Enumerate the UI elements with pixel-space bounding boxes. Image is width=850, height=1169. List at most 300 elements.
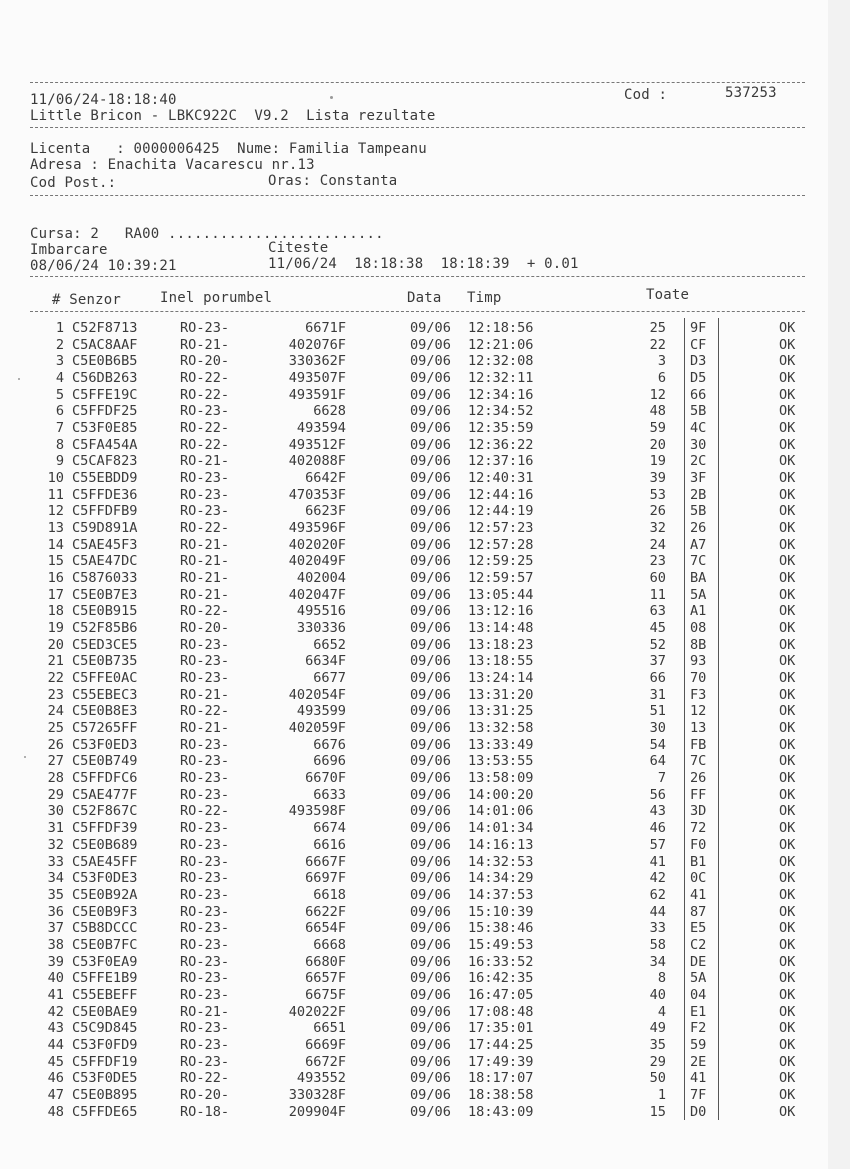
ring-prefix: RO-22- — [180, 370, 230, 387]
arrival-date: 09/06 — [410, 1053, 451, 1070]
check-code: 7C — [690, 753, 707, 770]
ring-number: 493552 — [296, 1070, 346, 1087]
table-row — [0, 787, 850, 804]
table-row — [0, 587, 850, 604]
status-ok: OK — [779, 953, 796, 970]
arrival-time: 13:32:58 — [468, 720, 534, 737]
row-number: 40 — [47, 970, 64, 987]
status-ok: OK — [779, 620, 796, 637]
separator-line — [30, 311, 805, 312]
sensor-id: C5FFE1B9 — [72, 970, 138, 987]
row-number: 26 — [47, 736, 64, 753]
row-number: 11 — [47, 486, 64, 503]
arrival-date: 09/06 — [410, 1070, 451, 1087]
ring-number: 6616 — [313, 836, 346, 853]
check-code: 5B — [690, 403, 707, 420]
check-code: F3 — [690, 686, 707, 703]
arrival-time: 14:37:53 — [468, 886, 534, 903]
table-row — [0, 803, 850, 820]
table-row — [0, 870, 850, 887]
table-row — [0, 720, 850, 737]
toate-rank: 33 — [649, 920, 666, 937]
ring-prefix: RO-20- — [180, 353, 230, 370]
arrival-date: 09/06 — [410, 736, 451, 753]
row-number: 2 — [55, 336, 64, 353]
sensor-id: C53F0DE5 — [72, 1070, 138, 1087]
ring-prefix: RO-23- — [180, 503, 230, 520]
ring-number: 6674 — [313, 820, 346, 837]
table-row — [0, 820, 850, 837]
arrival-date: 09/06 — [410, 420, 451, 437]
ring-prefix: RO-22- — [180, 603, 230, 620]
row-number: 18 — [47, 603, 64, 620]
check-code: 7F — [690, 1086, 707, 1103]
status-ok: OK — [779, 470, 796, 487]
ring-prefix: RO-23- — [180, 820, 230, 837]
arrival-date: 09/06 — [410, 653, 451, 670]
arrival-time: 13:24:14 — [468, 670, 534, 687]
arrival-time: 12:36:22 — [468, 436, 534, 453]
status-ok: OK — [779, 636, 796, 653]
arrival-date: 09/06 — [410, 853, 451, 870]
table-row — [0, 653, 850, 670]
sensor-id: C5B8DCCC — [72, 920, 138, 937]
toate-rank: 3 — [657, 353, 666, 370]
arrival-date: 09/06 — [410, 403, 451, 420]
status-ok: OK — [779, 403, 796, 420]
sensor-id: C5FFDE65 — [72, 1103, 138, 1120]
arrival-date: 09/06 — [410, 920, 451, 937]
sensor-id: C5E0B7FC — [72, 936, 138, 953]
table-row — [0, 937, 850, 954]
ring-number: 6672F — [305, 1053, 346, 1070]
check-code: B1 — [690, 853, 707, 870]
table-row — [0, 537, 850, 554]
arrival-time: 14:01:06 — [468, 803, 534, 820]
ring-prefix: RO-23- — [180, 653, 230, 670]
sensor-id: C5AE45F3 — [72, 536, 138, 553]
check-code: BA — [690, 570, 707, 587]
sensor-id: C53F0ED3 — [72, 736, 138, 753]
check-code: 41 — [690, 886, 707, 903]
arrival-date: 09/06 — [410, 320, 451, 336]
ring-prefix: RO-23- — [180, 886, 230, 903]
ring-number: 6670F — [305, 770, 346, 787]
ring-number: 6671F — [305, 320, 346, 336]
status-ok: OK — [779, 1086, 796, 1103]
status-ok: OK — [779, 970, 796, 987]
arrival-date: 09/06 — [410, 553, 451, 570]
table-row — [0, 837, 850, 854]
toate-rank: 52 — [649, 636, 666, 653]
table-row — [0, 737, 850, 754]
arrival-time: 14:16:13 — [468, 836, 534, 853]
ring-number: 402004 — [296, 570, 346, 587]
ring-prefix: RO-23- — [180, 320, 230, 336]
toate-rank: 8 — [657, 970, 666, 987]
sensor-id: C5FFDF19 — [72, 1053, 138, 1070]
arrival-time: 14:34:29 — [468, 870, 534, 887]
arrival-date: 09/06 — [410, 836, 451, 853]
sensor-id: C5ED3CE5 — [72, 636, 138, 653]
ring-prefix: RO-23- — [180, 636, 230, 653]
ring-prefix: RO-23- — [180, 986, 230, 1003]
sensor-id: C5AE477F — [72, 786, 138, 803]
table-row — [0, 470, 850, 487]
check-code: 8B — [690, 636, 707, 653]
row-number: 48 — [47, 1103, 64, 1120]
cursa-line: Cursa: 2 RA00 ......................... — [30, 226, 384, 242]
arrival-time: 12:57:23 — [468, 520, 534, 537]
paper-speck — [24, 756, 26, 758]
ring-prefix: RO-23- — [180, 870, 230, 887]
ring-number: 402022F — [288, 1003, 346, 1020]
arrival-time: 15:10:39 — [468, 903, 534, 920]
check-code: A1 — [690, 603, 707, 620]
ring-number: 6618 — [313, 886, 346, 903]
arrival-date: 09/06 — [410, 453, 451, 470]
row-number: 19 — [47, 620, 64, 637]
ring-prefix: RO-18- — [180, 1103, 230, 1120]
arrival-date: 09/06 — [410, 336, 451, 353]
sensor-id: C5E0B9F3 — [72, 903, 138, 920]
toate-rank: 6 — [657, 370, 666, 387]
check-code: 04 — [690, 986, 707, 1003]
ring-number: 6652 — [313, 636, 346, 653]
arrival-time: 13:14:48 — [468, 620, 534, 637]
ring-prefix: RO-23- — [180, 936, 230, 953]
table-row — [0, 670, 850, 687]
table-row — [0, 1070, 850, 1087]
row-number: 44 — [47, 1036, 64, 1053]
status-ok: OK — [779, 653, 796, 670]
check-code: 5B — [690, 503, 707, 520]
status-ok: OK — [779, 853, 796, 870]
toate-rank: 50 — [649, 1070, 666, 1087]
ring-prefix: RO-23- — [180, 1053, 230, 1070]
table-row — [0, 603, 850, 620]
table-row — [0, 337, 850, 354]
toate-rank: 7 — [657, 770, 666, 787]
sensor-id: C5FFE0AC — [72, 670, 138, 687]
row-number: 1 — [55, 320, 64, 336]
row-number: 10 — [47, 470, 64, 487]
row-number: 21 — [47, 653, 64, 670]
ring-prefix: RO-22- — [180, 703, 230, 720]
arrival-date: 09/06 — [410, 803, 451, 820]
check-code: E1 — [690, 1003, 707, 1020]
check-code: FB — [690, 736, 707, 753]
status-ok: OK — [779, 536, 796, 553]
arrival-time: 16:42:35 — [468, 970, 534, 987]
arrival-time: 12:59:57 — [468, 570, 534, 587]
ring-number: 6642F — [305, 470, 346, 487]
row-number: 8 — [55, 436, 64, 453]
row-number: 24 — [47, 703, 64, 720]
ring-number: 402088F — [288, 453, 346, 470]
arrival-time: 13:12:16 — [468, 603, 534, 620]
status-ok: OK — [779, 986, 796, 1003]
arrival-time: 12:59:25 — [468, 553, 534, 570]
check-code: 3D — [690, 803, 707, 820]
ring-number: 6675F — [305, 986, 346, 1003]
status-ok: OK — [779, 320, 796, 336]
arrival-time: 12:40:31 — [468, 470, 534, 487]
arrival-time: 12:57:28 — [468, 536, 534, 553]
ring-number: 402020F — [288, 536, 346, 553]
arrival-time: 13:53:55 — [468, 753, 534, 770]
status-ok: OK — [779, 720, 796, 737]
arrival-date: 09/06 — [410, 486, 451, 503]
table-row — [0, 1087, 850, 1104]
toate-rank: 58 — [649, 936, 666, 953]
sensor-id: C5E0B7E3 — [72, 586, 138, 603]
check-code: 08 — [690, 620, 707, 637]
table-row — [0, 987, 850, 1004]
status-ok: OK — [779, 420, 796, 437]
ring-prefix: RO-22- — [180, 803, 230, 820]
row-number: 29 — [47, 786, 64, 803]
sensor-id: C5E0B689 — [72, 836, 138, 853]
ring-number: 402076F — [288, 336, 346, 353]
status-ok: OK — [779, 686, 796, 703]
arrival-time: 17:08:48 — [468, 1003, 534, 1020]
sensor-id: C5E0B895 — [72, 1086, 138, 1103]
column-header-toate: Toate — [646, 287, 690, 303]
row-number: 28 — [47, 770, 64, 787]
arrival-date: 09/06 — [410, 1103, 451, 1120]
column-header-ring: Inel porumbel — [160, 290, 273, 306]
table-row — [0, 403, 850, 420]
arrival-time: 12:18:56 — [468, 320, 534, 336]
ring-number: 6676 — [313, 736, 346, 753]
arrival-time: 13:05:44 — [468, 586, 534, 603]
toate-rank: 34 — [649, 953, 666, 970]
table-row — [0, 453, 850, 470]
arrival-date: 09/06 — [410, 536, 451, 553]
ring-prefix: RO-21- — [180, 536, 230, 553]
arrival-time: 13:31:25 — [468, 703, 534, 720]
ring-number: 6623F — [305, 503, 346, 520]
arrival-date: 09/06 — [410, 386, 451, 403]
table-row — [0, 637, 850, 654]
toate-rank: 48 — [649, 403, 666, 420]
sensor-id: C53F0EA9 — [72, 953, 138, 970]
sensor-id: C5E0B915 — [72, 603, 138, 620]
toate-rank: 25 — [649, 320, 666, 336]
row-number: 34 — [47, 870, 64, 887]
sensor-id: C52F867C — [72, 803, 138, 820]
ring-prefix: RO-23- — [180, 1020, 230, 1037]
cod-post-label: Cod Post.: — [30, 175, 117, 191]
arrival-time: 16:47:05 — [468, 986, 534, 1003]
ring-number: 6633 — [313, 786, 346, 803]
status-ok: OK — [779, 553, 796, 570]
row-number: 13 — [47, 520, 64, 537]
ring-prefix: RO-22- — [180, 420, 230, 437]
row-number: 25 — [47, 720, 64, 737]
sensor-id: C52F8713 — [72, 320, 138, 336]
paper-speck — [18, 378, 20, 380]
status-ok: OK — [779, 1070, 796, 1087]
toate-rank: 57 — [649, 836, 666, 853]
row-number: 36 — [47, 903, 64, 920]
arrival-date: 09/06 — [410, 520, 451, 537]
table-row — [0, 753, 850, 770]
ring-prefix: RO-23- — [180, 920, 230, 937]
cod-label: Cod : — [624, 87, 668, 103]
table-row — [0, 553, 850, 570]
ring-number: 402059F — [288, 720, 346, 737]
sensor-id: C5876033 — [72, 570, 138, 587]
ring-prefix: RO-23- — [180, 670, 230, 687]
ring-prefix: RO-23- — [180, 403, 230, 420]
ring-number: 6667F — [305, 853, 346, 870]
ring-number: 6680F — [305, 953, 346, 970]
arrival-time: 16:33:52 — [468, 953, 534, 970]
toate-rank: 53 — [649, 486, 666, 503]
row-number: 35 — [47, 886, 64, 903]
sensor-id: C59D891A — [72, 520, 138, 537]
status-ok: OK — [779, 703, 796, 720]
toate-rank: 4 — [657, 1003, 666, 1020]
toate-rank: 45 — [649, 620, 666, 637]
table-row — [0, 320, 850, 337]
row-number: 27 — [47, 753, 64, 770]
sensor-id: C5FFDF39 — [72, 820, 138, 837]
ring-prefix: RO-21- — [180, 686, 230, 703]
print-datetime: 11/06/24-18:18:40 — [30, 92, 177, 108]
arrival-time: 12:32:08 — [468, 353, 534, 370]
arrival-date: 09/06 — [410, 953, 451, 970]
check-code: 5A — [690, 970, 707, 987]
arrival-date: 09/06 — [410, 903, 451, 920]
arrival-time: 12:44:19 — [468, 503, 534, 520]
table-row — [0, 954, 850, 971]
toate-rank: 1 — [657, 1086, 666, 1103]
row-number: 15 — [47, 553, 64, 570]
row-number: 17 — [47, 586, 64, 603]
arrival-date: 09/06 — [410, 503, 451, 520]
table-row — [0, 620, 850, 637]
ring-prefix: RO-23- — [180, 953, 230, 970]
ring-prefix: RO-23- — [180, 1036, 230, 1053]
table-row — [0, 854, 850, 871]
table-row — [0, 1037, 850, 1054]
ring-number: 330336 — [296, 620, 346, 637]
toate-rank: 66 — [649, 670, 666, 687]
arrival-date: 09/06 — [410, 703, 451, 720]
check-code: 3F — [690, 470, 707, 487]
toate-rank: 12 — [649, 386, 666, 403]
oras-line: Oras: Constanta — [268, 173, 398, 189]
arrival-date: 09/06 — [410, 636, 451, 653]
sensor-id: C5AC8AAF — [72, 336, 138, 353]
arrival-time: 17:35:01 — [468, 1020, 534, 1037]
arrival-date: 09/06 — [410, 686, 451, 703]
arrival-date: 09/06 — [410, 370, 451, 387]
arrival-time: 12:37:16 — [468, 453, 534, 470]
row-number: 38 — [47, 936, 64, 953]
status-ok: OK — [779, 336, 796, 353]
arrival-time: 15:49:53 — [468, 936, 534, 953]
imbarcare-value: 08/06/24 10:39:21 — [30, 258, 177, 274]
column-header-date: Data — [407, 290, 442, 306]
separator-line — [30, 276, 805, 277]
separator-line — [30, 82, 805, 83]
ring-number: 330362F — [288, 353, 346, 370]
status-ok: OK — [779, 503, 796, 520]
status-ok: OK — [779, 836, 796, 853]
paper-speck — [330, 96, 333, 99]
row-number: 42 — [47, 1003, 64, 1020]
arrival-time: 13:18:23 — [468, 636, 534, 653]
arrival-date: 09/06 — [410, 720, 451, 737]
sensor-id: C53F0FD9 — [72, 1036, 138, 1053]
status-ok: OK — [779, 1003, 796, 1020]
check-code: 2E — [690, 1053, 707, 1070]
status-ok: OK — [779, 770, 796, 787]
ring-prefix: RO-23- — [180, 970, 230, 987]
sensor-id: C53F0E85 — [72, 420, 138, 437]
status-ok: OK — [779, 936, 796, 953]
row-number: 41 — [47, 986, 64, 1003]
arrival-date: 09/06 — [410, 1020, 451, 1037]
citeste-label: Citeste — [268, 240, 329, 256]
ring-prefix: RO-20- — [180, 1086, 230, 1103]
ring-number: 6628 — [313, 403, 346, 420]
check-code: 0C — [690, 870, 707, 887]
column-header-sensor: # Senzor — [52, 292, 122, 308]
check-code: E5 — [690, 920, 707, 937]
sensor-id: C5FFE19C — [72, 386, 138, 403]
licenta-line: Licenta : 0000006425 Nume: Familia Tampeanu — [30, 141, 427, 157]
ring-number: 493594 — [296, 420, 346, 437]
arrival-date: 09/06 — [410, 1086, 451, 1103]
toate-rank: 42 — [649, 870, 666, 887]
ring-number: 330328F — [288, 1086, 346, 1103]
table-row — [0, 770, 850, 787]
table-row — [0, 687, 850, 704]
row-number: 32 — [47, 836, 64, 853]
arrival-date: 09/06 — [410, 770, 451, 787]
status-ok: OK — [779, 436, 796, 453]
arrival-time: 12:44:16 — [468, 486, 534, 503]
imbarcare-label: Imbarcare — [30, 242, 108, 258]
ring-number: 470353F — [288, 486, 346, 503]
check-code: 12 — [690, 703, 707, 720]
row-number: 47 — [47, 1086, 64, 1103]
ring-number: 493598F — [288, 803, 346, 820]
arrival-time: 12:32:11 — [468, 370, 534, 387]
arrival-date: 09/06 — [410, 603, 451, 620]
arrival-time: 18:38:58 — [468, 1086, 534, 1103]
separator-line — [30, 127, 805, 128]
toate-rank: 54 — [649, 736, 666, 753]
status-ok: OK — [779, 353, 796, 370]
arrival-time: 12:35:59 — [468, 420, 534, 437]
check-code: 4C — [690, 420, 707, 437]
table-row — [0, 370, 850, 387]
status-ok: OK — [779, 820, 796, 837]
sensor-id: C5FA454A — [72, 436, 138, 453]
status-ok: OK — [779, 753, 796, 770]
check-code: A7 — [690, 536, 707, 553]
toate-rank: 44 — [649, 903, 666, 920]
row-number: 3 — [55, 353, 64, 370]
row-number: 4 — [55, 370, 64, 387]
ring-prefix: RO-22- — [180, 436, 230, 453]
